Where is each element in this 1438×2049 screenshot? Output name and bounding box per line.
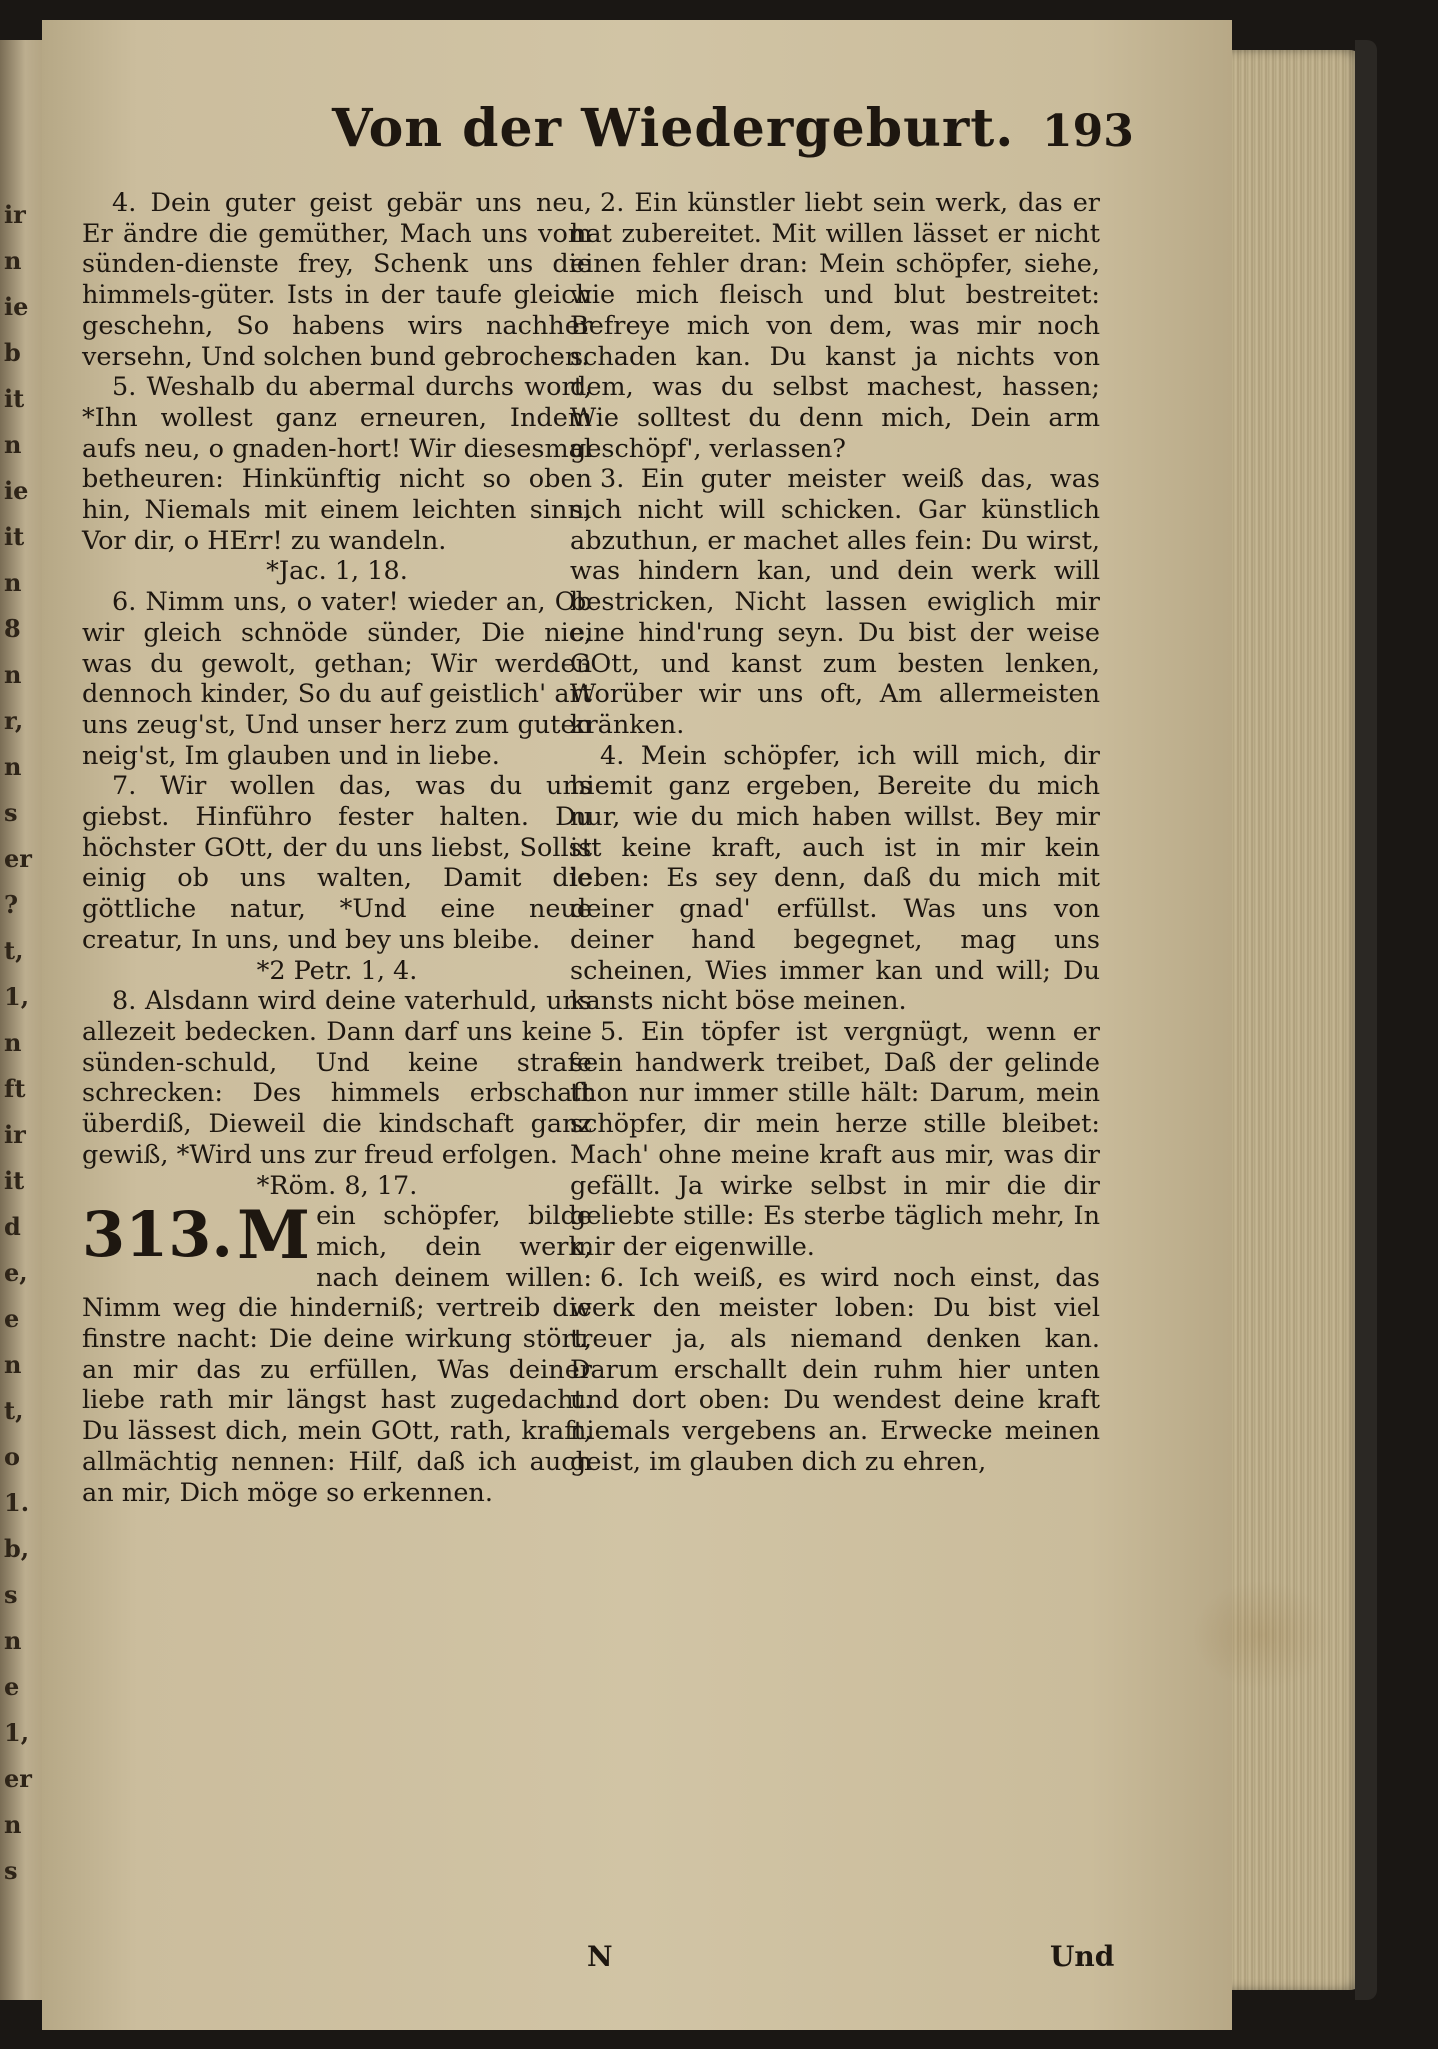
verse-5-right: 5. Ein töpfer ist vergnügt, wenn er sein handwerk treibet, Daß der gelinde thon nur immer stille hält: Darum, mein schöpfer, dir mein herze stille bleibet: Mach' ohne meine kraft aus mir, was dir gefällt. Ja wirke selbst in mir die dir geliebte stille: Es sterbe täglich mehr, In mir der eigenwille. <box>570 1016 1100 1262</box>
hymn-text: ein schöpfer, bilde mich, dein werk, nach deinem willen: Nimm weg die hinderniß; vertreib die finstre nacht: Die deine wirkung stört, an mir das zu erfüllen, Was deiner liebe rath mir längst hast zugedacht. Du lässest dich, mein GOtt, rath, kraft, allmächtig nennen: Hilf, daß ich auch an mir, Dich möge so erkennen. <box>82 1201 592 1508</box>
adjacent-page-fragment: er <box>4 844 32 873</box>
adjacent-page-fragment: 1. <box>4 1488 30 1517</box>
adjacent-page-fragment: er <box>4 1764 32 1793</box>
verse-7-left: 7. Wir wollen das, was du uns giebst. Hinführo fester halten. Du höchster GOtt, der du uns liebst, Sollst einig ob uns walten, Damit die göttliche natur, *Und eine neue creatur, In uns, und bey uns bleibe. <box>82 771 592 955</box>
adjacent-page-fragment: e <box>4 1672 20 1701</box>
adjacent-page-fragment: e, <box>4 1258 28 1287</box>
adjacent-page-fragment: ? <box>4 890 19 919</box>
adjacent-page-strip <box>0 40 42 2000</box>
verse-4-right: 4. Mein schöpfer, ich will mich, dir hiemit ganz ergeben, Bereite du mich nur, wie du mich haben willst. Bey mir ist keine kraft, auch ist in mir kein leben: Es sey denn, daß du mich mit deiner gnad' erfüllst. Was uns von deiner hand begegnet, mag uns scheinen, Wies immer kan und will; Du kansts nicht böse meinen. <box>570 740 1100 1017</box>
page-header <box>42 90 1232 170</box>
verse-5-left: 5. Weshalb du abermal durchs wort, *Ihn wollest ganz erneuren, Indem aufs neu, o gnaden-hort! Wir diesesmal betheuren: Hinkünftig nicht so oben hin, Niemals mit einem leichten sinn, Vor dir, o HErr! zu wandeln. <box>82 372 592 556</box>
adjacent-page-fragment: n <box>4 1810 22 1839</box>
verse-6-left: 6. Nimm uns, o vater! wieder an, Ob wir gleich schnöde sünder, Die nie, was du gewolt, gethan; Wir werden dennoch kinder, So du auf geistlich' art uns zeug'st, Und unser herz zum guten neig'st, Im glauben und in liebe. <box>82 587 592 771</box>
adjacent-page-fragment: t, <box>4 1396 24 1425</box>
paper-stain <box>1192 1580 1332 1690</box>
verse-8-left: 8. Alsdann wird deine vaterhuld, uns allezeit bedecken. Dann darf uns keine sünden-schuld, Und keine strafe schrecken: Des himmels erbschaft überdiß, Dieweil die kindschaft ganz gewiß, *Wird uns zur freud erfolgen. <box>82 986 592 1170</box>
adjacent-page-fragment: n <box>4 568 22 597</box>
adjacent-page-fragment: n <box>4 246 22 275</box>
scripture-reference: *Röm. 8, 17. <box>256 1170 418 1201</box>
adjacent-page-fragment: ft <box>4 1074 26 1103</box>
adjacent-page-fragment: n <box>4 1350 22 1379</box>
adjacent-page-fragment: e <box>4 1304 20 1333</box>
adjacent-page-fragment: ie <box>4 292 29 321</box>
adjacent-page-fragment: s <box>4 1580 18 1609</box>
adjacent-page-fragment: n <box>4 1028 22 1057</box>
adjacent-page-fragment: it <box>4 1166 25 1195</box>
adjacent-page-fragment: r, <box>4 706 24 735</box>
adjacent-page-fragment: n <box>4 1626 22 1655</box>
page-number: 193 <box>1042 106 1134 157</box>
adjacent-page-fragment: ir <box>4 200 26 229</box>
catchword: Und <box>1050 1940 1115 1973</box>
verse-6-right: 6. Ich weiß, es wird noch einst, das werk den meister loben: Du bist viel treuer ja, als niemand denken kan. Darum erschallt dein ruhm hier unten und dort oben: Du wendest deine kraft niemals vergebens an. Erwecke meinen geist, im glauben dich zu ehren, <box>570 1262 1100 1477</box>
adjacent-page-fragment: s <box>4 798 18 827</box>
book-page <box>42 20 1232 2030</box>
verse-4-left: 4. Dein guter geist gebär uns neu, Er ändre die gemüther, Mach uns vom sünden-dienste frey, Schenk uns die himmels-güter. Ists in der taufe gleich geschehn, So habens wirs nachher versehn, Und solchen bund gebrochen. <box>82 188 592 372</box>
adjacent-page-fragment: ir <box>4 1120 26 1149</box>
adjacent-page-fragment: d <box>4 1212 21 1241</box>
scripture-reference: *Jac. 1, 18. <box>266 556 408 587</box>
drop-cap: M <box>237 1196 311 1275</box>
adjacent-page-fragment: 1, <box>4 982 30 1011</box>
adjacent-page-fragment: 1, <box>4 1718 30 1747</box>
adjacent-page-fragment: t, <box>4 936 24 965</box>
book-cover-edge <box>1355 40 1377 2000</box>
adjacent-page-fragment: b, <box>4 1534 30 1563</box>
adjacent-page-fragment: it <box>4 384 25 413</box>
signature-mark: N <box>587 1940 613 1973</box>
adjacent-page-fragment: o <box>4 1442 21 1471</box>
hymn-313 <box>82 1196 592 1508</box>
adjacent-page-fragment: n <box>4 660 22 689</box>
adjacent-page-fragment: it <box>4 522 25 551</box>
page-block-edge <box>1212 50 1362 1990</box>
verse-3-right: 3. Ein guter meister weiß das, was sich nicht will schicken. Gar künstlich abzuthun, er machet alles fein: Du wirst, was hindern kan, und dein werk will bestricken, Nicht lassen ewiglich mir eine hind'rung seyn. Du bist der weise GOtt, und kanst zum besten lenken, Worüber wir uns oft, Am allermeisten kränken. <box>570 464 1100 740</box>
verse-2-right: 2. Ein künstler liebt sein werk, das er hat zubereitet. Mit willen lässet er nicht einen fehler dran: Mein schöpfer, siehe, wie mich fleisch und blut bestreitet: Befreye mich von dem, was mir noch schaden kan. Du kanst ja nichts von dem, was du selbst machest, hassen; Wie solltest du denn mich, Dein arm geschöpf', verlassen? <box>570 188 1100 464</box>
adjacent-page-fragment: s <box>4 1856 18 1885</box>
adjacent-page-fragment: ie <box>4 476 29 505</box>
adjacent-page-fragment: n <box>4 752 22 781</box>
scripture-reference: *2 Petr. 1, 4. <box>256 955 418 986</box>
adjacent-page-fragment: 8 <box>4 614 21 643</box>
adjacent-page-fragment: b <box>4 338 21 367</box>
left-column <box>82 188 592 1508</box>
adjacent-page-fragment: n <box>4 430 22 459</box>
running-title: Von der Wiedergeburt. <box>332 98 1015 159</box>
right-column <box>570 188 1100 1478</box>
hymn-number: 313. <box>82 1198 234 1272</box>
